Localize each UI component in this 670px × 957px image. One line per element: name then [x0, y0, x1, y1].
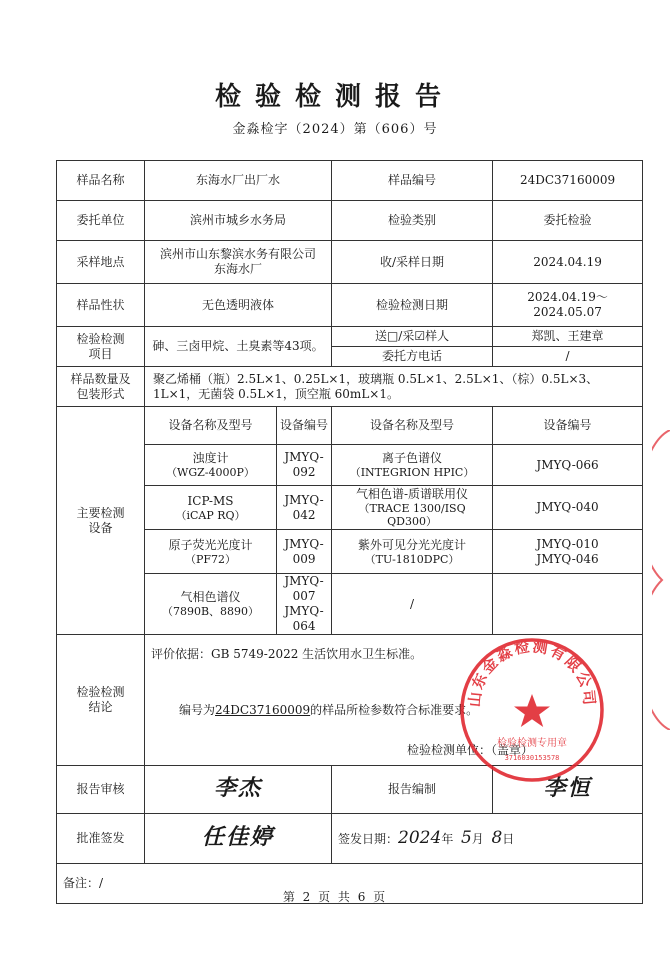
site-line-1: 滨州市山东黎滨水务有限公司: [160, 247, 317, 261]
equipment-right-code-text: JMYQ-066: [536, 457, 599, 472]
test-date-value: [493, 284, 643, 327]
equipment-right-code-text-2: JMYQ-046: [536, 551, 599, 566]
equipment-left-code: [277, 530, 332, 574]
quantity-label: [57, 367, 145, 407]
sampling-date-label: 收/采样日期: [332, 241, 493, 284]
report-title: 检验检测报告: [214, 82, 455, 112]
equipment-left-name-text: ICP-MS: [187, 493, 234, 508]
conclusion-text-suffix: 的样品所检参数符合标准要求。: [310, 703, 479, 717]
approver-signature-text: 任佳婷: [202, 823, 275, 850]
approver-label: 批准签发: [57, 814, 145, 864]
quantity-label-line-1: 样品数量及: [70, 371, 131, 386]
seam-seal-fragment: [652, 430, 670, 730]
sample-name-label: 样品名称: [57, 161, 145, 201]
equipment-right-name: [332, 530, 493, 574]
equipment-right-name-text: 离子色谱仪: [382, 451, 443, 465]
row-site: [57, 241, 643, 284]
equipment-right-name: [332, 574, 493, 635]
equipment-left-name: [145, 530, 277, 574]
equipment-right-name: [332, 486, 493, 530]
sampling-date-value: 2024.04.19: [493, 241, 643, 284]
site-value: [145, 241, 332, 284]
row-quantity: [57, 367, 643, 407]
test-date-line-1: 2024.04.19～: [527, 290, 608, 304]
author-label: 报告编制: [332, 766, 493, 814]
reviewer-signature-text: 李杰: [214, 774, 263, 801]
equipment-header-row: [57, 407, 643, 445]
equipment-left-name-text: 原子荧光光度计: [168, 537, 253, 552]
equipment-right-name-text: 紫外可见分光光度计: [358, 537, 467, 552]
sender-label: 送□/采☑样人: [332, 327, 493, 347]
client-label: 委托单位: [57, 201, 145, 241]
conclusion-body: [145, 635, 643, 766]
reviewer-signature: [145, 766, 332, 814]
row-items: [57, 327, 643, 347]
sample-no-value: 24DC37160009: [493, 161, 643, 201]
test-type-label: 检验类别: [332, 201, 493, 241]
approver-signature: [145, 814, 332, 864]
conclusion-label-line-1: 检验检测: [76, 685, 125, 699]
equipment-left-code: [277, 574, 332, 635]
equipment-left-name: [145, 574, 277, 635]
equipment-row: [57, 530, 643, 574]
issue-year: 2024: [398, 827, 442, 848]
conclusion-basis: 评价依据：GB 5749-2022 生活饮用水卫生标准。: [151, 647, 423, 661]
equipment-left-code-text: JMYQ-007: [284, 574, 324, 603]
equipment-col-name-left: 设备名称及型号: [145, 407, 277, 445]
row-approve: [57, 814, 643, 864]
equipment-label: [57, 407, 145, 635]
row-sample-name: [57, 161, 643, 201]
conclusion-label-line-2: 结论: [88, 700, 113, 714]
reviewer-label: 报告审核: [57, 766, 145, 814]
equipment-col-code-left: 设备编号: [277, 407, 332, 445]
items-label-line-1: 检验检测: [76, 331, 125, 346]
row-conclusion: [57, 635, 643, 766]
conclusion-text-prefix: 编号为: [179, 703, 216, 717]
property-label: 样品性状: [57, 284, 145, 327]
equipment-left-model: （PF72）: [184, 552, 237, 566]
equipment-right-model: （TRACE 1300/ISQ QD300）: [358, 502, 466, 528]
equipment-row: [57, 486, 643, 530]
sender-value: 郑凯、王建章: [493, 327, 643, 347]
equipment-left-code-text: JMYQ-042: [284, 492, 324, 522]
row-property: [57, 284, 643, 327]
items-label-line-2: 项目: [88, 346, 113, 361]
site-line-2: 东海水厂: [214, 262, 263, 276]
sample-name-value: 东海水厂出厂水: [145, 161, 332, 201]
property-value: 无色透明液体: [145, 284, 332, 327]
equipment-row: [57, 574, 643, 635]
page-footer: 第 2 页 共 6 页: [282, 890, 388, 904]
equipment-left-model: （7890B、8890）: [161, 605, 260, 618]
equipment-right-model: （INTEGRION HPIC）: [349, 466, 475, 479]
issue-date-label: 签发日期：: [338, 831, 399, 846]
items-label: [57, 327, 145, 367]
seal-code: 3716030153578: [504, 754, 560, 762]
conclusion-label: [57, 635, 145, 766]
issue-year-unit: 年: [441, 831, 454, 846]
equipment-right-model: （TU-1810DPC）: [364, 552, 460, 566]
equipment-row: [57, 445, 643, 486]
equipment-left-code-text-2: JMYQ-064: [284, 604, 324, 633]
issue-month-unit: 月: [471, 831, 484, 846]
conclusion-text: [179, 703, 478, 718]
issue-month: 5: [460, 827, 472, 848]
conclusion-sample-code: 24DC37160009: [215, 703, 311, 717]
quantity-value: [145, 367, 643, 407]
equipment-right-code-text: JMYQ-010: [536, 536, 599, 551]
equipment-col-name-right: 设备名称及型号: [332, 407, 493, 445]
equipment-left-code: [277, 486, 332, 530]
equipment-label-line-1: 主要检测: [76, 505, 125, 520]
quantity-line-2: 1L×1，无菌袋 0.5L×1，顶空瓶 60mL×1。: [153, 386, 399, 401]
report-number: 金淼检字（2024）第（606）号: [232, 122, 438, 137]
equipment-right-name-text: 气相色谱-质谱联用仪: [356, 487, 469, 501]
issue-day: 8: [491, 827, 503, 848]
issue-day-unit: 日: [502, 831, 515, 846]
author-signature: [493, 766, 643, 814]
conclusion-unit: 检验检测单位：（盖章）: [407, 743, 534, 757]
test-date-label: 检验检测日期: [332, 284, 493, 327]
equipment-right-code: [493, 445, 643, 486]
equipment-right-name-text: /: [410, 596, 415, 611]
equipment-left-code-text: JMYQ-092: [284, 450, 324, 479]
equipment-left-name: [145, 486, 277, 530]
row-review: [57, 766, 643, 814]
equipment-right-code: [493, 486, 643, 530]
report-table: [56, 160, 643, 904]
equipment-right-code: [493, 530, 643, 574]
equipment-left-model: （iCAP RQ）: [175, 508, 246, 522]
row-client: [57, 201, 643, 241]
site-label: 采样地点: [57, 241, 145, 284]
test-type-value: 委托检验: [493, 201, 643, 241]
items-value: 砷、三卤甲烷、土臭素等43项。: [145, 327, 332, 367]
phone-value: /: [493, 347, 643, 367]
equipment-left-name: [145, 445, 277, 486]
seal-sub-text: 检验检测专用章: [497, 738, 567, 749]
client-value: 滨州市城乡水务局: [145, 201, 332, 241]
sample-no-label: 样品编号: [332, 161, 493, 201]
phone-label: 委托方电话: [332, 347, 493, 367]
quantity-line-1: 聚乙烯桶（瓶）2.5L×1、0.25L×1，玻璃瓶 0.5L×1、2.5L×1、（棕）0.5L×3、: [153, 371, 599, 386]
equipment-left-model: （WGZ-4000P）: [166, 466, 255, 479]
quantity-label-line-2: 包装形式: [76, 386, 125, 401]
equipment-left-name-text: 浊度计: [192, 451, 229, 465]
issue-date: [332, 814, 643, 864]
equipment-right-name: [332, 445, 493, 486]
seal-arc-text: 山东金淼检测有限公司: [465, 637, 599, 708]
author-signature-text: 李恒: [543, 774, 592, 801]
remarks: 备注：/: [57, 864, 643, 904]
equipment-left-code: [277, 445, 332, 486]
equipment-col-code-right: 设备编号: [493, 407, 643, 445]
equipment-left-name-text: 气相色谱仪: [180, 590, 241, 604]
equipment-right-code-text: JMYQ-040: [536, 500, 599, 514]
equipment-right-code: [493, 574, 643, 635]
equipment-left-code-text: JMYQ-009: [284, 536, 324, 566]
equipment-label-line-2: 设备: [88, 520, 113, 535]
test-date-line-2: 2024.05.07: [533, 305, 602, 319]
